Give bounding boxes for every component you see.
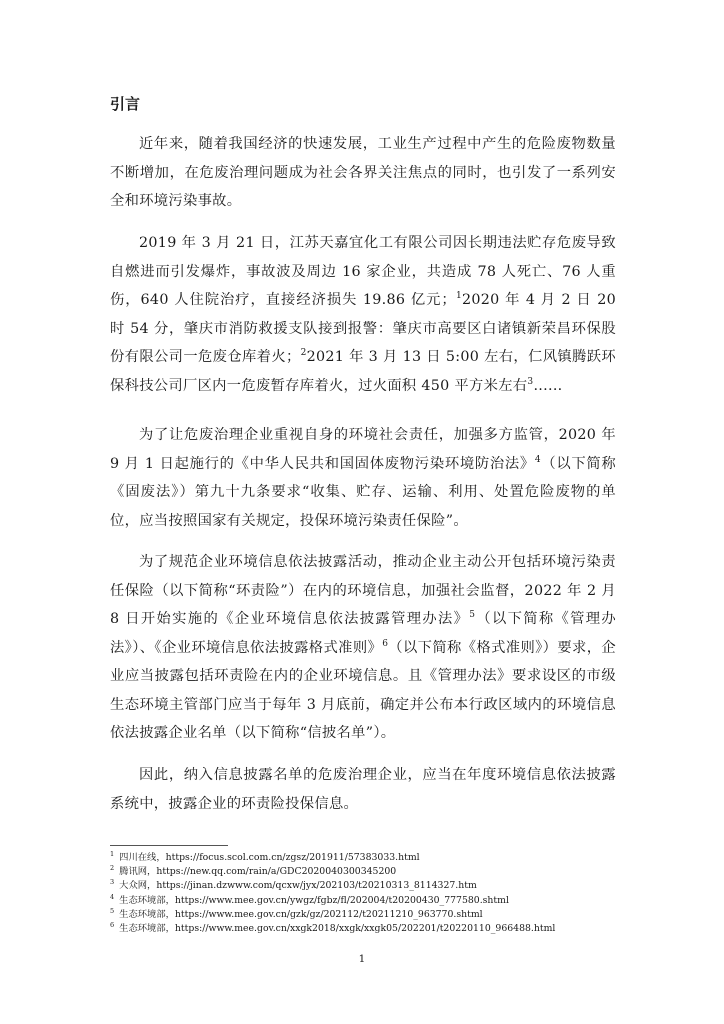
footnote-source[interactable]: 生态环境部，https://www.mee.gov.cn/gzk/gz/202112/t20211210_963770.shtml — [119, 908, 483, 920]
footnote-ref-3[interactable]: 3 — [527, 376, 534, 387]
footnote-item — [110, 894, 630, 908]
paragraph-text: 为了让危废治理企业重视自身的环境社会责任，加强多方监管，2020 年 9 月 1 日起施行的《中华人民共和国固体废物污染环境防治法》 — [110, 427, 616, 472]
footnote-number: 4 — [110, 892, 115, 901]
footnote-number: 2 — [110, 864, 115, 873]
footnote-divider — [110, 845, 228, 846]
footnote-ref-2[interactable]: 2 — [300, 348, 307, 359]
footnote-ref-1[interactable]: 1 — [455, 291, 462, 302]
footnote-ref-4[interactable]: 4 — [534, 454, 541, 465]
footnote-ref-5[interactable]: 5 — [469, 610, 476, 621]
footnote-source[interactable]: 大众网，https://jinan.dzwww.com/qcxw/jyx/202103/t20210313_8114327.htm — [119, 880, 477, 892]
paragraph-text: （以下简称《管理办法》）、《企业环境信息依法披露格式准则》 — [110, 611, 616, 656]
paragraph-text: ...... — [533, 377, 563, 394]
footnote-source[interactable]: 生态环境部，https://www.mee.gov.cn/xxgk2018/xxgk/xxgk05/202201/t20220110_966488.html — [119, 923, 556, 935]
paragraph-text: 2021 年 3 月 13 日 5:00 左右，仁风镇腾跃环保科技公司厂区内一危废暂存库着火，过火面积 450 平方米左右 — [110, 349, 616, 394]
paragraph-conclusion — [110, 761, 616, 818]
footnote-item — [110, 908, 630, 922]
footnote-number: 5 — [110, 906, 115, 915]
footnote-item — [110, 879, 630, 893]
section-heading: 引言 — [110, 95, 141, 113]
footnote-number: 6 — [110, 920, 115, 929]
paragraph-text: （以下简称《固废法》）第九十九条要求“收集、贮存、运输、利用、处置危险废物的单位，应当按照国家有关规定，投保环境污染责任保险”。 — [110, 455, 617, 529]
footnote-number: 3 — [110, 878, 115, 887]
footnotes — [110, 851, 630, 936]
footnote-source[interactable]: 腾讯网，https://new.qq.com/rain/a/GDC2020040300345200 — [119, 866, 397, 878]
footnote-item — [110, 851, 630, 865]
footnote-number: 1 — [110, 849, 115, 858]
paragraph-text: （以下简称《格式准则》）要求，企业应当披露包括环责险在内的企业环境信息。且《管理办法》要求设区的市级生态环境主管部门应当于每年 3 月底前，确定并公布本行政区域内的环境信息依法披露企业名单（以下简称“信披名单”）。 — [110, 639, 616, 741]
paragraph-text: 为了规范企业环境信息依法披露活动，推动企业主动公开包括环境污染责任保险（以下简称“环责险”）在内的环境信息，加强社会监督，2022 年 2 月 8 日开始实施的《企业环境信息依法披露管理办法》 — [110, 554, 616, 627]
footnote-ref-6[interactable]: 6 — [382, 638, 389, 649]
paragraph-text: 近年来，随着我国经济的快速发展，工业生产过程中产生的危险废物数量不断增加，在危废治理问题成为社会各界关注焦点的同时，也引发了一系列安全和环境污染事故。 — [110, 136, 616, 209]
paragraph-text: 2019 年 3 月 21 日，江苏天嘉宜化工有限公司因长期违法贮存危废导致自燃进而引发爆炸，事故波及周边 16 家企业，共造成 78 人死亡、76 人重伤，640 人住院治疗，直接经济损失 19.86 亿元； — [110, 235, 616, 308]
paragraph-intro — [110, 130, 616, 216]
paragraph-accidents — [110, 229, 616, 400]
paragraph-disclosure — [110, 548, 616, 748]
page-number: 1 — [358, 953, 366, 965]
paragraph-text: 因此，纳入信息披露名单的危废治理企业，应当在年度环境信息依法披露系统中，披露企业的环责险投保信息。 — [110, 767, 616, 812]
footnote-source[interactable]: 四川在线，https://focus.scol.com.cn/zgsz/201911/57383033.html — [119, 852, 420, 863]
footnote-item — [110, 865, 630, 879]
paragraph-text: 2020 年 4 月 2 日 20 时 54 分，肇庆市消防救援支队接到报警：肇庆市高要区白诸镇新荣昌环保股份有限公司一危废仓库着火； — [110, 292, 617, 365]
paragraph-law — [110, 421, 616, 535]
footnote-source[interactable]: 生态环境部，https://www.mee.gov.cn/ywgz/fgbz/fl/202004/t20200430_777580.shtml — [119, 894, 509, 906]
footnote-item — [110, 922, 630, 936]
